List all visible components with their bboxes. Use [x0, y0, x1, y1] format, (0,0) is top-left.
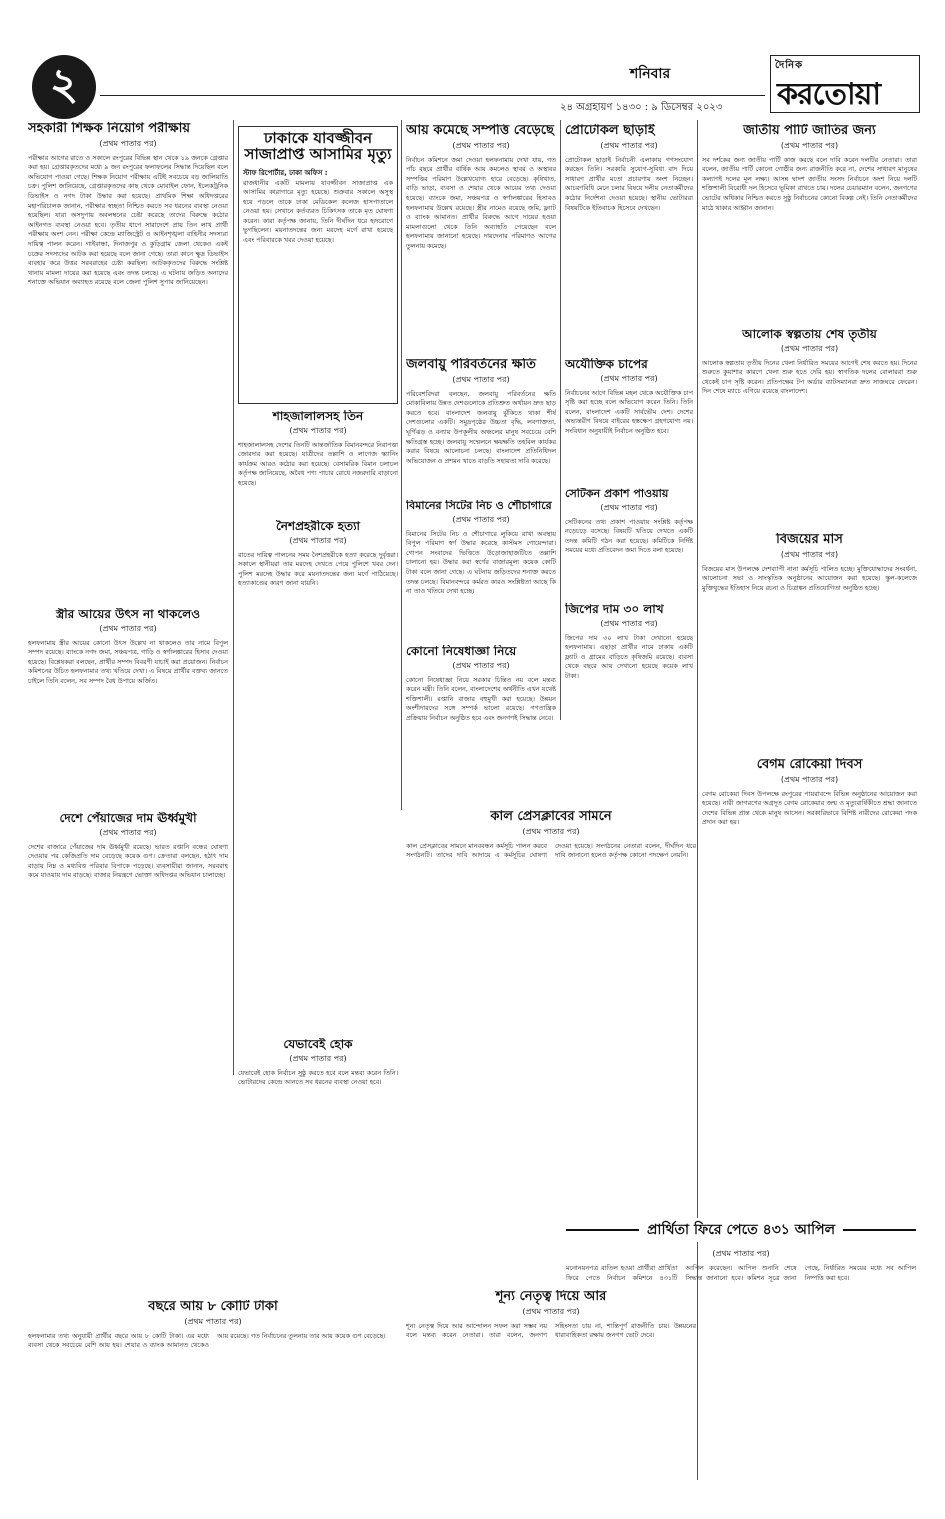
article-convict-death: [238, 126, 398, 404]
headline: জাতীয় পার্টি জাতির জন্য: [743, 124, 876, 138]
article-income-8-crore: [28, 1300, 398, 1480]
headline: অযৌক্তিক চাপের: [565, 358, 648, 371]
continued-label: (প্রথম পাতার পর): [452, 660, 510, 670]
headline: প্রোটোকল ছাড়াই: [565, 124, 655, 138]
column-divider: [233, 120, 234, 1075]
continued-label: (প্রথম পাতার পর): [600, 502, 658, 512]
article-income-assets: [406, 124, 556, 354]
headline: বেগম রোকেয়া দিবস: [756, 758, 863, 772]
weekday: শনিবার: [630, 66, 671, 82]
headline: সেটিকন প্রকাশ পাওয়ায়: [565, 488, 669, 500]
article-body: হলফনামার তথ্য অনুযায়ী প্রার্থীর বছরে আয় ৮ কোটি টাকা। এর মধ্যে ব্যবসা থেকে সবচেয়ে বেশি আয় হয়। শেয়ার ও ব্যাংক আমানত থেকেও আয় রয়েছে। গত নির্বাচনের তুলনায় তার আয় কয়েক গুণ বেড়েছে।: [28, 1331, 386, 1350]
article-night-guard: [238, 520, 398, 695]
article-body: পরিবেশবিদরা বলছেন, জলবায়ু পরিবর্তনের ক্ষতি মোকাবিলায় উন্নত দেশগুলোকে প্রতিশ্রুত অর্থায়ন দ্রুত ছাড় করতে হবে। বাংলাদেশ জলবায়ু ঝুঁকিতে থাকা শীর্ষ দেশগুলোর একটি। সমুদ্রপৃষ্ঠের উচ্চতা বৃদ্ধি, লবণাক্ততা, ঘূর্ণিঝড় ও বন্যায় উপকূলীয় অঞ্চলের মানুষ সবচেয়ে বেশি ক্ষতিগ্রস্ত হচ্ছে। জলবায়ু সম্মেলনে ক্ষয়ক্ষতি তহবিল কার্যকর করার বিষয়ে আলোচনা চলছে। বাংলাদেশ প্রতিনিধিদল অভিযোজন ও প্রশমন খাতে বাড়তি সহায়তা দাবি করেছে।: [406, 389, 556, 465]
article-body: কাল প্রেসক্লাবের সামনে মানববন্ধন কর্মসূচি পালন করবে সংগঠনটি। তাদের দাবি আদায়ে এ কর্মসূচির ঘোষণা দেওয়া হয়েছে। সংগঠনের নেতারা বলেন, দীর্ঘদিন ধরে দাবি জানানো হলেও কর্তৃপক্ষ কোনো পদক্ষেপ নেয়নি।: [406, 841, 696, 860]
column-divider: [560, 120, 561, 720]
continued-label: (প্রথম পাতার পর): [289, 1053, 347, 1063]
article-body: মনোনয়নপত্র বাতিল হওয়া প্রার্থীরা প্রার্থিতা ফিরে পেতে নির্বাচন কমিশনে ৪৩১টি আপিল করেছেন। আপিল শুনানি শেষে সিদ্ধান্ত জানানো হবে। কমিশন সূত্রে জানা গেছে, নির্ধারিত সময়ের মধ্যে সব আপিল নিষ্পত্তি করা হবে।: [566, 1264, 916, 1282]
article-jatiya-party: [702, 124, 917, 324]
headline: বিজয়ের মাস: [776, 533, 843, 547]
article-body: বিজয়ের মাস উপলক্ষে দেশব্যাপী নানা কর্মসূচি পালিত হচ্ছে। মুক্তিযোদ্ধাদের সংবর্ধনা, আলোচনা সভা ও সাংস্কৃতিক অনুষ্ঠানের আয়োজন করা হয়েছে। স্কুল-কলেজে মুক্তিযুদ্ধের ইতিহাস নিয়ে রচনা ও চিত্রাঙ্কন প্রতিযোগিতা অনুষ্ঠিত হচ্ছে।: [702, 564, 917, 592]
article-wife-income: [28, 608, 228, 808]
article-body: শূন্য নেতৃত্ব দিয়ে আর আন্দোলন সফল করা সম্ভব নয় বলে মন্তব্য করেন নেতারা। তারা বলেন, জনগণ সহিংসতা চায় না, শান্তিপূর্ণ রাজনীতি চায়। উন্নয়নের ধারাবাহিকতা রক্ষায় জনগণ ভোট দেবে।: [406, 1321, 696, 1340]
article-pressure: [565, 358, 693, 483]
article-body: সব দর্শকের জন্য জাতীয় পার্টি কাজ করছে বলে দাবি করেন দলটির নেতারা। তারা বলেন, জাতীয় পার্টি কোনো গোষ্ঠীর জন্য রাজনীতি করে না, দেশের সাধারণ মানুষের কল্যাণই দলের মূল লক্ষ্য। আসন্ন দ্বাদশ জাতীয় সংসদ নির্বাচনে অংশ নিয়ে দলটি শক্তিশালী বিরোধী দল হিসেবে ভূমিকা রাখতে চায়। দলের চেয়ারম্যান বলেন, জনগণের ভোটের অধিকার নিশ্চিত করতে সুষ্ঠু নির্বাচনের কোনো বিকল্প নেই। তিনি নেতাকর্মীদের মাঠে থাকার আহ্বান জানান।: [702, 155, 917, 212]
article-appeals-banner: [566, 1218, 916, 1242]
page-number: ২: [32, 55, 96, 119]
continued-label: (প্রথম পাতার পর): [780, 140, 839, 150]
continued-label: (প্রথম পাতার পর): [600, 140, 658, 150]
continued-label: (প্রথম পাতার পর): [712, 1249, 770, 1258]
article-sanctions: [406, 645, 556, 795]
headline: কোনো নিষেধাজ্ঞা নিয়ে: [406, 645, 517, 658]
continued-label: (প্রথম পাতার পর): [99, 623, 157, 633]
headline: শূন্য নেতৃত্ব দিয়ে আর: [495, 1290, 607, 1304]
article-appeals: [566, 1246, 916, 1476]
article-teacher-exam: [28, 122, 228, 602]
continued-label: (প্রথম পাতার পর): [600, 373, 658, 383]
headline: বছরে আয় ৮ কোটি টাকা: [148, 1300, 278, 1314]
continued-label: (প্রথম পাতার পর): [522, 826, 580, 836]
article-onion-price: [28, 812, 228, 1077]
article-body: যেভাবেই হোক নির্বাচন সুষ্ঠু করতে হবে বলে মন্তব্য করেন তিনি। ভোটারদের কেন্দ্রে আনতে সব ধরনের ব্যবস্থা নেওয়া হবে।: [238, 1068, 398, 1087]
issue-date: ২৪ অগ্রহায়ণ ১৪৩০ : ৯ ডিসেম্বর ২০২৩: [560, 102, 723, 113]
article-climate: [406, 358, 556, 498]
continued-label: (প্রথম পাতার পর): [780, 549, 839, 559]
article-whatever-way: [238, 1038, 398, 1238]
article-body: জিপের দাম ৩০ লাখ টাকা দেখানো হয়েছে হলফনামায়। এছাড়া প্রার্থীর নামে ঢাকায় একটি ফ্ল্যাট ও গ্রামের বাড়িতে কৃষিজমি রয়েছে। ব্যবসা থেকে বছরে আয় দেখানো হয়েছে কয়েক লাখ টাকা।: [565, 633, 693, 680]
article-body: দেশের বাজারে পেঁয়াজের দাম ঊর্ধ্বমুখী রয়েছে। ভারত রপ্তানি বন্ধের ঘোষণা দেওয়ার পর কেজিপ্রতি দাম বেড়েছে কয়েক গুণ। ক্রেতারা বলছেন, হঠাৎ দাম বাড়ায় নিম্ন ও মধ্যবিত্ত পরিবার বিপাকে পড়েছে। ব্যবসায়ীরা জানান, সরবরাহ কমে যাওয়ায় দাম বাড়ছে। বাজার নিয়ন্ত্রণে ভোক্তা অধিদপ্তর অভিযান চালাচ্ছে।: [28, 842, 228, 880]
article-begum-rokeya: [702, 758, 917, 988]
headline: কাল প্রেসক্লাবের সামনে: [490, 810, 612, 824]
continued-label: (প্রথম পাতার পর): [780, 774, 839, 784]
continued-label: (প্রথম পাতার পর): [289, 425, 347, 435]
headline: আলোক স্বল্পতায় শেষ তৃতীয়: [742, 328, 877, 341]
article-seticon: [565, 488, 693, 598]
article-body: রাজধানীর একটি মামলায় যাবজ্জীবন সাজাপ্রাপ্ত এক আসামির কারাগারে মৃত্যু হয়েছে। শুক্রবার সকালে অসুস্থ হয়ে পড়লে তাকে ঢাকা মেডিকেল কলেজ হাসপাতালে নেওয়া হয়। সেখানে কর্তব্যরত চিকিৎসক তাকে মৃত ঘোষণা করেন। কারা কর্তৃপক্ষ জানায়, তিনি দীর্ঘদিন ধরে হৃদরোগে ভুগছিলেন। ময়নাতদন্তের জন্য মরদেহ মর্গে রাখা হয়েছে এবং পরিবারকে খবর দেওয়া হয়েছে।: [243, 178, 393, 245]
newspaper-logo: [770, 55, 920, 113]
column-divider: [401, 120, 402, 810]
article-protocol: [565, 124, 693, 354]
article-body: হলফনামায় স্ত্রীর আয়ের কোনো উৎস উল্লেখ না থাকলেও তার নামে বিপুল সম্পদ রয়েছে। ব্যাংকে নগদ জমা, সঞ্চয়পত্র, গাড়ি ও স্বর্ণালঙ্কারের হিসাব দেওয়া হয়েছে। বিশ্লেষকরা বলছেন, প্রার্থীর সম্পদ বিবরণী যাচাই করা প্রয়োজন। নির্বাচন কমিশনের উচিত হলফনামার তথ্য খতিয়ে দেখা। এ বিষয়ে প্রার্থীর বক্তব্য জানতে চাইলে তিনি বলেন, সব সম্পদ বৈধ উপায়ে অর্জিত।: [28, 638, 228, 685]
masthead: [0, 0, 945, 120]
continued-label: (প্রথম পাতার পর): [184, 1316, 242, 1326]
article-plane-gold: [406, 500, 556, 640]
article-body: শাহজালালসহ দেশের তিনটি আন্তর্জাতিক বিমানবন্দরে নিরাপত্তা জোরদার করা হয়েছে। যাত্রীদের তল্লাশি ও লাগেজ স্ক্যানিং কার্যক্রম আরও কঠোর করা হয়েছে। বেসামরিক বিমান চলাচল কর্তৃপক্ষ জানিয়েছে, অবৈধ পণ্য পাচার রোধে নজরদারি বাড়ানো হয়েছে।: [238, 440, 398, 487]
continued-label: (প্রথম পাতার পর): [99, 138, 157, 148]
article-body: আলোক স্বল্পতায় তৃতীয় দিনের খেলা নির্ধারিত সময়ের আগেই শেষ করতে হয়। দিনের শুরুতে কুয়াশার কারণে খেলা শুরু হতে দেরি হয়। স্বাগতিক দলের বোলাররা শুরু থেকেই চাপ সৃষ্টি করেন। প্রতিপক্ষের টপ অর্ডার ব্যাটসম্যানরা দ্রুত সাজঘরে ফেরেন। দিন শেষে ম্যাচে এগিয়ে রয়েছে বাংলাদেশ।: [702, 358, 917, 396]
headline: সহকারী শিক্ষক নিয়োগ পরীক্ষায়: [28, 122, 191, 136]
article-jeep-price: [565, 603, 693, 803]
article-body: কোনো নিষেধাজ্ঞা নিয়ে সরকার চিন্তিত নয় বলে মন্তব্য করেন মন্ত্রী। তিনি বলেন, বাংলাদেশের অর্থনীতি এখন যথেষ্ট শক্তিশালী। রপ্তানি বাজার বহুমুখী করা হয়েছে। উন্নয়ন অংশীদারদের সঙ্গে সম্পর্ক ভালো রয়েছে। গণতান্ত্রিক প্রক্রিয়ায় নির্বাচন অনুষ্ঠিত হবে এবং জনগণই সিদ্ধান্ত নেবে।: [406, 675, 556, 722]
headline: আয় কমেছে সম্পত্তি বেড়েছে: [406, 124, 554, 138]
continued-label: (প্রথম পাতার পর): [600, 618, 658, 628]
headline: দেশে পেঁয়াজের দাম ঊর্ধ্বমুখী: [59, 812, 197, 825]
headline: নৈশপ্রহরীকে হত্যা: [275, 520, 361, 533]
article-body: প্রোটোকল ছাড়াই নির্বাচনী এলাকায় গণসংযোগ করছেন তিনি। সরকারি সুযোগ-সুবিধা বাদ দিয়ে সাধারণ প্রার্থীর মতো প্রচারণায় অংশ নিচ্ছেন। আচরণবিধি মেনে চলার বিষয়ে দলীয় নেতাকর্মীদের কঠোর নির্দেশনা দেওয়া হয়েছে। স্থানীয় ভোটাররা বিষয়টিকে ইতিবাচক হিসেবে দেখছেন।: [565, 155, 693, 212]
headline: জিপের দাম ৩০ লাখ: [565, 603, 664, 616]
continued-label: (প্রথম পাতার পর): [289, 535, 347, 545]
article-body: পরীক্ষার আগের রাতে ও সকালে রংপুরের বিভিন্ন স্থান থেকে ১৯ জনকে গ্রেপ্তার করা হয়। গ্রেপ্তারকৃতদের মধ্যে ৯ জন রংপুরের ফলাফলের সিদ্ধান্ত দিয়েছিল বলে অভিযোগ পাওয়া গেছে। শিক্ষক নিয়োগ পরীক্ষায় এটিই সবচেয়ে বড় জালিয়াতি চক্র। পুলিশ জানিয়েছে, গ্রেপ্তারকৃতদের কাছ থেকে মোবাইল ফোন, ইলেকট্রনিক ডিভাইস ও নগদ টাকা উদ্ধার করা হয়েছে। প্রাথমিক শিক্ষা অধিদপ্তরের মহাপরিচালক জানান, পরীক্ষার স্বচ্ছতা নিশ্চিত করতে সব ধরনের ব্যবস্থা নেওয়া হয়েছিল। যারা অসদুপায় অবলম্বনের চেষ্টা করেছে তাদের বিরুদ্ধে কঠোর আইনগত ব্যবস্থা নেওয়া হবে। তৃতীয় ধাপে সারাদেশে প্রায় তিন লাখ প্রার্থী পরীক্ষায় অংশ নেন। পরীক্ষা কেন্দ্রে ম্যাজিস্ট্রেট ও আইনশৃঙ্খলা বাহিনীর সদস্যরা দায়িত্ব পালন করেন। গাইবান্ধা, দিনাজপুর ও কুড়িগ্রাম জেলা থেকেও একই চক্রের সদস্যদের আটক করা হয়েছে বলে জানা গেছে। তারা কানে ক্ষুদ্র ডিভাইস ব্যবহার করে উত্তর সরবরাহের চেষ্টা করছিল। আটককৃতদের বিরুদ্ধে সংশ্লিষ্ট থানায় মামলা দায়ের করা হয়েছে এবং তদন্ত চলছে। এ ঘটনায় জড়িত অন্যদের শনাক্তে অভিযান অব্যাহত রয়েছে বলে জেলা পুলিশ সুপার জানিয়েছেন।: [28, 153, 228, 287]
article-body: বিমানের সিটের নিচ ও শৌচাগারে লুকিয়ে রাখা অবস্থায় বিপুল পরিমাণ স্বর্ণ উদ্ধার করেছে কাস্টমস গোয়েন্দারা। গোপন সংবাদের ভিত্তিতে উড়োজাহাজটিতে তল্লাশি চালানো হয়। উদ্ধার করা স্বর্ণের বাজারমূল্য কয়েক কোটি টাকা বলে জানা গেছে। এ ঘটনায় জড়িতদের শনাক্ত করতে তদন্ত চলছে। বিমানবন্দরে কর্মরত কারও সংশ্লিষ্টতা আছে কি না তাও খতিয়ে দেখা হচ্ছে।: [406, 529, 556, 596]
article-body: নির্বাচনের আগে বিভিন্ন মহল থেকে অযৌক্তিক চাপ সৃষ্টি করা হচ্ছে বলে অভিযোগ করেন তিনি। তিনি বলেন, বাংলাদেশ একটি সার্বভৌম দেশ। দেশের অভ্যন্তরীণ বিষয়ে বাইরের হস্তক্ষেপ গ্রহণযোগ্য নয়। সংবিধান অনুযায়ীই নির্বাচন অনুষ্ঠিত হবে।: [565, 388, 693, 435]
article-body: নির্বাচন কমিশনে জমা দেওয়া হলফনামায় দেখা যায়, গত পাঁচ বছরে প্রার্থীর বার্ষিক আয় কমলেও স্থাবর ও অস্থাবর সম্পত্তির পরিমাণ উল্লেখযোগ্য হারে বেড়েছে। কৃষিখাত, বাড়ি ভাড়া, ব্যবসা ও শেয়ার থেকে আয়ের তথ্য দেওয়া হয়েছে। ব্যাংকে জমা, সঞ্চয়পত্র ও স্বর্ণালঙ্কারের হিসাবও হলফনামায় উল্লেখ রয়েছে। স্ত্রীর নামেও রয়েছে জমি, ফ্ল্যাট ও ব্যাংক আমানত। প্রার্থীর বিরুদ্ধে আগে দায়ের হওয়া মামলাগুলো থেকে তিনি অব্যাহতি পেয়েছেন বলে হলফনামায় জানানো হয়েছে। দায়দেনার পরিমাণও আগের তুলনায় কমেছে।: [406, 155, 556, 250]
logo-prefix: দৈনিক: [775, 60, 804, 71]
article-shahjalal: [238, 410, 398, 515]
continued-label: (প্রথম পাতার পর): [780, 343, 839, 353]
headline: শাহজালালসহ তিন: [272, 410, 364, 423]
logo-title: করতোয়া: [777, 77, 881, 112]
article-body: সেটিকনের তথ্য প্রকাশ পাওয়ায় সংশ্লিষ্ট কর্তৃপক্ষ নড়েচড়ে বসেছে। বিষয়টি খতিয়ে দেখতে একটি তদন্ত কমিটি গঠন করা হয়েছে। কমিটিকে নির্দিষ্ট সময়ের মধ্যে প্রতিবেদন জমা দিতে বলা হয়েছে।: [565, 517, 693, 555]
headline: যেভাবেই হোক: [283, 1038, 353, 1051]
headline: বিমানের সিটের নিচ ও শৌচাগারে: [406, 500, 552, 512]
headline: স্ত্রীর আয়ের উৎস না থাকলেও: [55, 608, 201, 621]
article-body: রাতের দায়িত্ব পালনের সময় নৈশপ্রহরীকে হত্যা করেছে দুর্বৃত্তরা। সকালে স্থানীয়রা তার মরদেহ দেখতে পেয়ে পুলিশে খবর দেন। পুলিশ মরদেহ উদ্ধার করে ময়নাতদন্তের জন্য মর্গে পাঠিয়েছে। হত্যাকাণ্ডের কারণ জানা যায়নি।: [238, 550, 398, 588]
headline: জলবায়ু পরিবর্তনের ক্ষতি: [406, 358, 536, 372]
continued-label: (প্রথম পাতার পর): [522, 1306, 580, 1316]
headline: প্রার্থিতা ফিরে পেতে ৪৩১ আপিল: [639, 1218, 843, 1242]
article-bad-light: [702, 328, 917, 528]
masthead-rule: [100, 95, 765, 96]
byline: স্টাফ রিপোর্টার, ঢাকা অফিস :: [243, 168, 328, 177]
continued-label: (প্রথম পাতার পর): [452, 514, 510, 524]
continued-label: (প্রথম পাতার পর): [452, 374, 510, 384]
continued-label: (প্রথম পাতার পর): [99, 827, 157, 837]
article-body: বেগম রোকেয়া দিবস উপলক্ষে রংপুরের পায়রাবন্দে বিভিন্ন অনুষ্ঠানের আয়োজন করা হয়েছে। নারী জাগরণের অগ্রদূত বেগম রোকেয়ার জন্ম ও মৃত্যুবার্ষিকীতে শ্রদ্ধা জানাতে দেশের বিভিন্ন প্রান্ত থেকে মানুষ আসেন। সরকারিভাবে বিশিষ্ট নারীদের রোকেয়া পদক প্রদান করা হয়।: [702, 789, 917, 827]
continued-label: (প্রথম পাতার পর): [452, 140, 510, 150]
headline: ঢাকাকে যাবজ্জীবন সাজাপ্রাপ্ত আসামির মৃত্যু: [244, 129, 392, 163]
article-victory-month: [702, 533, 917, 753]
article-press-club: [406, 810, 696, 950]
